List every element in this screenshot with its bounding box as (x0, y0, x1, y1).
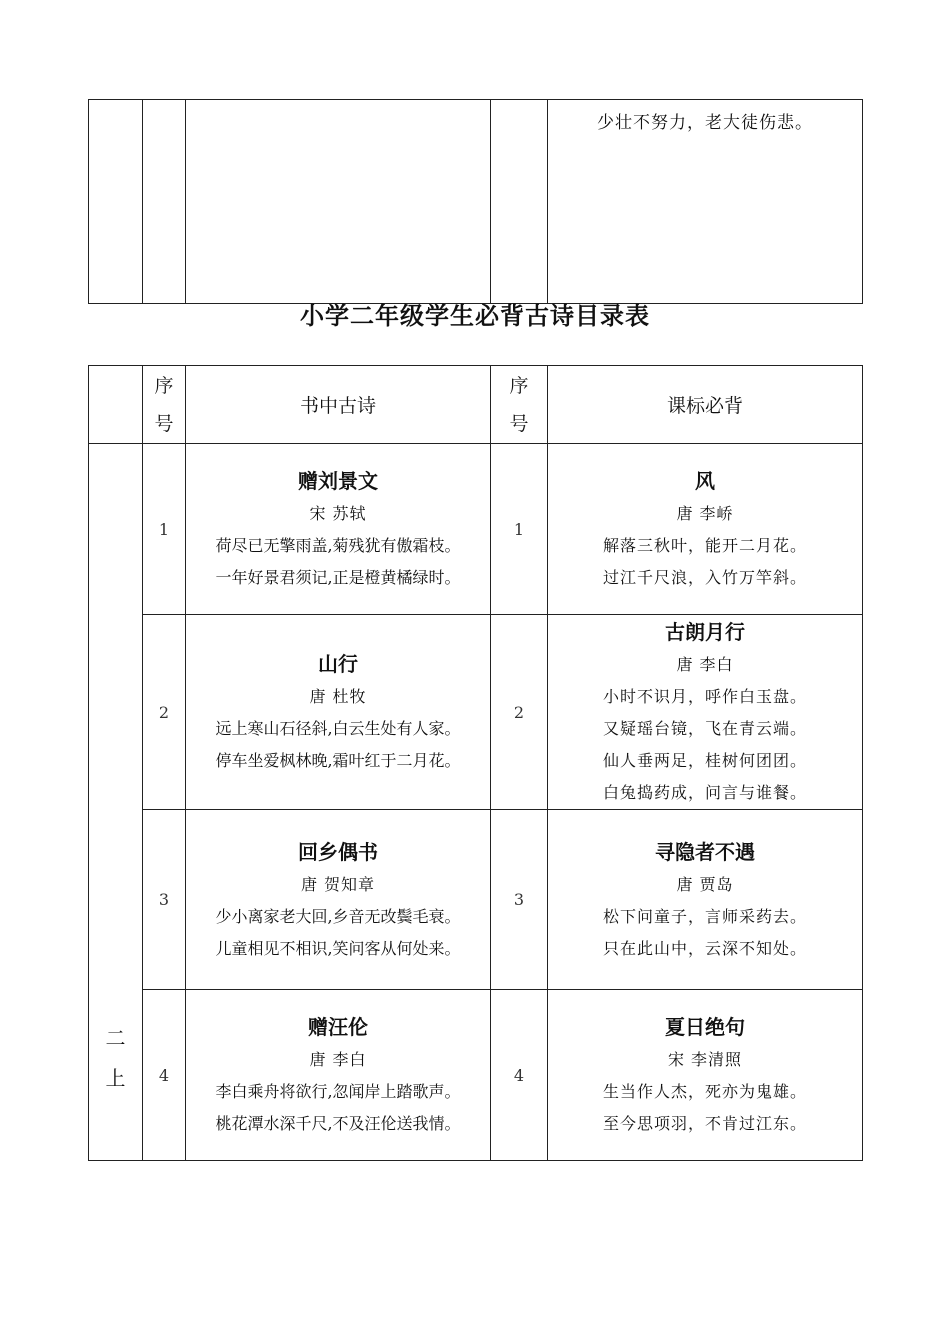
standard-poem-cell (548, 100, 863, 304)
poem-line: 荷尽已无擎雨盖,菊残犹有傲霜枝。 (215, 536, 461, 555)
standard-poem (548, 615, 863, 810)
page-title: 小学二年级学生必背古诗目录表 (300, 302, 650, 330)
table-row (89, 444, 863, 615)
poem-author: 唐 李白 (309, 1050, 367, 1069)
seq-cell (491, 100, 548, 304)
poem-author: 唐 李白 (676, 655, 734, 674)
book-poem-cell (186, 100, 491, 304)
book-poem (186, 810, 491, 990)
poem-author: 宋 苏轼 (309, 504, 367, 523)
poem-line: 桃花潭水深千尺,不及汪伦送我情。 (215, 1114, 461, 1133)
poem-title: 古朗月行 (665, 620, 745, 644)
poem-author: 唐 贺知章 (300, 874, 376, 894)
poem-line: 解落三秋叶，能开二月花。 (602, 536, 807, 555)
header-seq: 序 号 (491, 366, 548, 444)
row-number: 4 (491, 990, 548, 1161)
poem-line: 生当作人杰，死亦为鬼雄。 (602, 1082, 807, 1101)
standard-poem (548, 810, 863, 990)
header-seq: 序 号 (143, 366, 186, 444)
table-row (89, 100, 863, 304)
previous-table-fragment (88, 99, 863, 304)
poem-line: 远上寒山石径斜,白云生处有人家。 (215, 719, 461, 738)
book-poem (186, 615, 491, 810)
standard-poem (548, 444, 863, 615)
standard-poem (548, 990, 863, 1161)
poem-title: 山行 (318, 652, 358, 676)
poem-line: 又疑瑶台镜，飞在青云端。 (602, 719, 807, 738)
table-row (89, 990, 863, 1161)
poem-title: 夏日绝句 (665, 1015, 745, 1039)
poem-line: 小时不识月，呼作白玉盘。 (602, 687, 807, 706)
poem-author: 唐 贾岛 (676, 874, 734, 894)
poem-title: 寻隐者不遇 (655, 839, 755, 864)
book-poem (186, 444, 491, 615)
poem-line: 仙人垂两足，桂树何团团。 (602, 751, 807, 770)
poem-line: 至今思项羽，不肯过江东。 (602, 1114, 807, 1133)
poem-line: 一年好景君须记,正是橙黄橘绿时。 (215, 568, 461, 587)
table-row (89, 615, 863, 810)
row-number: 1 (143, 444, 186, 615)
book-poem (186, 990, 491, 1161)
poem-line: 少壮不努力，老大徒伤悲。 (597, 113, 813, 133)
grade-label: 二 上 (89, 444, 143, 1161)
row-number: 4 (143, 990, 186, 1161)
poem-line: 停车坐爱枫林晚,霜叶红于二月花。 (215, 751, 461, 770)
poem-catalog-table (88, 365, 863, 1161)
header-book-poems: 书中古诗 (186, 366, 491, 444)
poem-title: 赠汪伦 (308, 1015, 368, 1039)
poem-author: 宋 李清照 (667, 1050, 743, 1069)
row-number: 3 (491, 810, 548, 990)
row-number: 3 (143, 810, 186, 990)
table-header-row (89, 366, 863, 444)
poem-title: 风 (695, 469, 715, 493)
poem-line: 松下问童子，言师采药去。 (602, 906, 807, 926)
seq-cell (143, 100, 186, 304)
poem-line: 只在此山中，云深不知处。 (602, 938, 807, 958)
row-number: 2 (143, 615, 186, 810)
poem-line: 白兔捣药成，问言与谁餐。 (602, 783, 807, 802)
poem-line: 过江千尺浪，入竹万竿斜。 (602, 568, 807, 587)
row-number: 2 (491, 615, 548, 810)
poem-line: 少小离家老大回,乡音无改鬓毛衰。 (215, 906, 461, 926)
header-grade (89, 366, 143, 444)
poem-title: 赠刘景文 (298, 469, 378, 493)
poem-line: 儿童相见不相识,笑问客从何处来。 (215, 938, 461, 958)
poem-line: 李白乘舟将欲行,忽闻岸上踏歌声。 (215, 1082, 461, 1101)
poem-author: 唐 李峤 (676, 504, 734, 523)
grade-cell (89, 100, 143, 304)
header-standard-poems: 课标必背 (548, 366, 863, 444)
poem-author: 唐 杜牧 (309, 687, 367, 706)
row-number: 1 (491, 444, 548, 615)
poem-title: 回乡偶书 (298, 839, 378, 864)
table-row (89, 810, 863, 990)
